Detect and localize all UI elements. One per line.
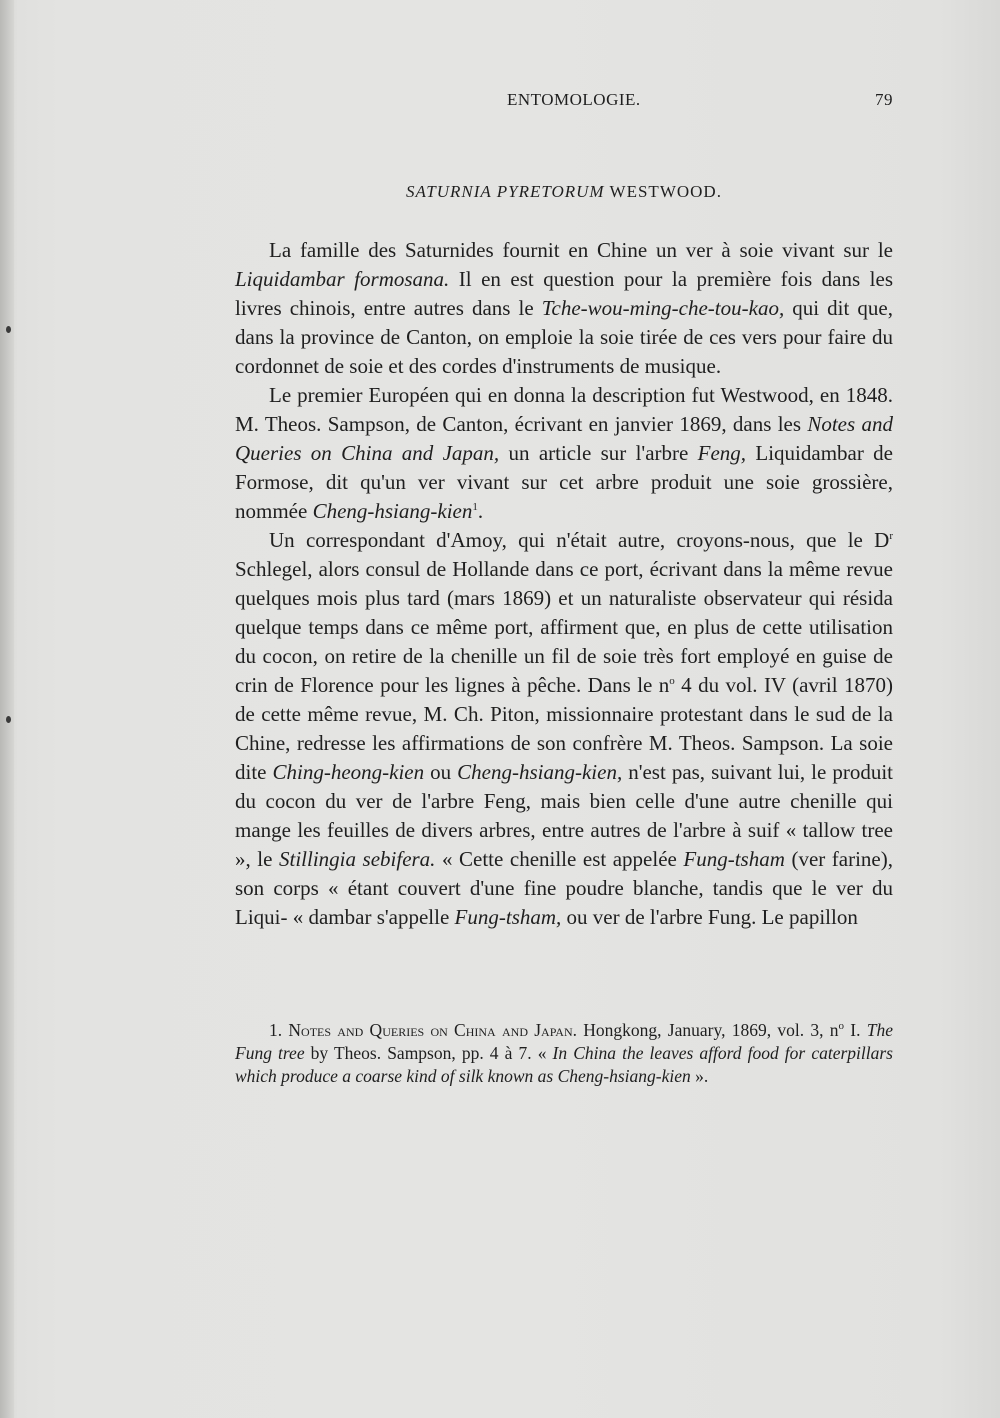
text-run: Le premier Européen qui en donna la description fut Westwood, en 1848. M. Theos. Sampson, de Canton, écrivant en janvier 1869, dans les	[235, 383, 893, 436]
text-run: « Cette chenille est appelée	[435, 847, 684, 871]
text-run: Il en est question pour la première fois dans les livres chinois, entre autres dans le	[235, 267, 893, 320]
italic-quote: In China the leaves afford food for caterpillars which produce a coarse kind of silk known as Cheng-hsiang-kien	[235, 1043, 893, 1086]
italic-term: Feng,	[697, 441, 747, 465]
italic-term: Tche-wou-ming-che-tou-kao,	[541, 296, 785, 320]
paragraph-1	[235, 236, 893, 381]
italic-term: Fung-tsham,	[454, 905, 562, 929]
text-run: ou ver de l'arbre Fung. Le papillon	[561, 905, 858, 929]
body-text	[235, 236, 893, 932]
species-author: WESTWOOD.	[609, 182, 722, 201]
running-head-title: ENTOMOLOGIE.	[507, 90, 641, 109]
italic-term: Liquidambar formosana.	[235, 267, 450, 291]
text-run: La famille des Saturnides fournit en Chine un ver à soie vivant sur le	[269, 238, 893, 262]
text-run: 4 du vol. IV (avril 1870) de cette même revue, M. Ch. Piton, missionnaire protestant dans le sud de la Chine, redresse les affirmations de son confrère M. Theos. Sampson. La soie dite	[235, 673, 893, 784]
text-run: ».	[690, 1066, 709, 1086]
italic-term: The Fung tree	[235, 1020, 893, 1063]
text-run: ou	[424, 760, 458, 784]
text-run: .	[477, 499, 484, 523]
text-run: by Theos. Sampson, pp. 4 à 7. «	[304, 1043, 553, 1063]
page-number: 79	[875, 90, 893, 109]
footnote-number: 1.	[269, 1020, 283, 1040]
margin-mark	[6, 326, 11, 333]
italic-term: Notes and Queries on China and Japan,	[235, 412, 893, 465]
text-run: qui dit que, dans la province de Canton, on emploie la soie tirée de ces vers pour faire du cordonnet de soie et des cordes d'instruments de musique.	[235, 296, 894, 378]
species-name: SATURNIA PYRETORUM	[406, 182, 605, 201]
text-run: Un correspondant d'Amoy, qui n'était autre, croyons-nous, que le D	[269, 528, 890, 552]
footnote-1	[235, 1019, 893, 1088]
italic-term: Stillingia sebifera.	[278, 847, 436, 871]
text-run: Liquidambar de Formose, dit qu'un ver vivant sur cet arbre produit une soie grossière, nommée	[235, 441, 893, 523]
text-run: I.	[844, 1020, 867, 1040]
italic-term: Cheng-hsiang-kien	[312, 499, 473, 523]
page-binding-edge	[0, 0, 14, 1418]
footnote-ref[interactable]: 1	[472, 501, 478, 513]
section-title	[235, 182, 893, 202]
superscript: o	[838, 1020, 845, 1033]
margin-mark	[6, 716, 11, 723]
footnote-source-title: Notes and Queries on China and Japan.	[288, 1020, 578, 1040]
text-run: un article sur l'arbre	[499, 441, 698, 465]
paragraph-2	[235, 381, 893, 526]
italic-term: Ching-heong-kien	[272, 760, 425, 784]
running-head	[235, 90, 893, 114]
text-run: n'est pas, suivant lui, le produit du cocon du ver de l'arbre Feng, mais bien celle d'une autre chenille qui mange les feuilles de divers arbres, entre autres de l'arbre à suif « tallow tree », le	[235, 760, 893, 871]
italic-term: Cheng-hsiang-kien,	[457, 760, 623, 784]
text-run: (ver farine), son corps « étant couvert d'une fine poudre blanche, tandis que le ver du Liqui- « dambar s'appelle	[235, 847, 893, 929]
text-run: Hongkong, January, 1869, vol. 3, n	[577, 1020, 839, 1040]
italic-term: Fung-tsham	[683, 847, 785, 871]
text-run: Schlegel, alors consul de Hollande dans ce port, écrivant dans la même revue quelques mois plus tard (mars 1869) et un naturaliste observateur qui résida quelque temps dans ce même port, affirment que, en plus de cette utilisation du cocon, on retire de la chenille un fil de soie très fort employé en guise de crin de Florence pour les lignes à pêche. Dans le n	[235, 557, 893, 697]
superscript: r	[889, 530, 893, 542]
paragraph-3	[235, 526, 893, 932]
superscript: o	[669, 675, 675, 687]
